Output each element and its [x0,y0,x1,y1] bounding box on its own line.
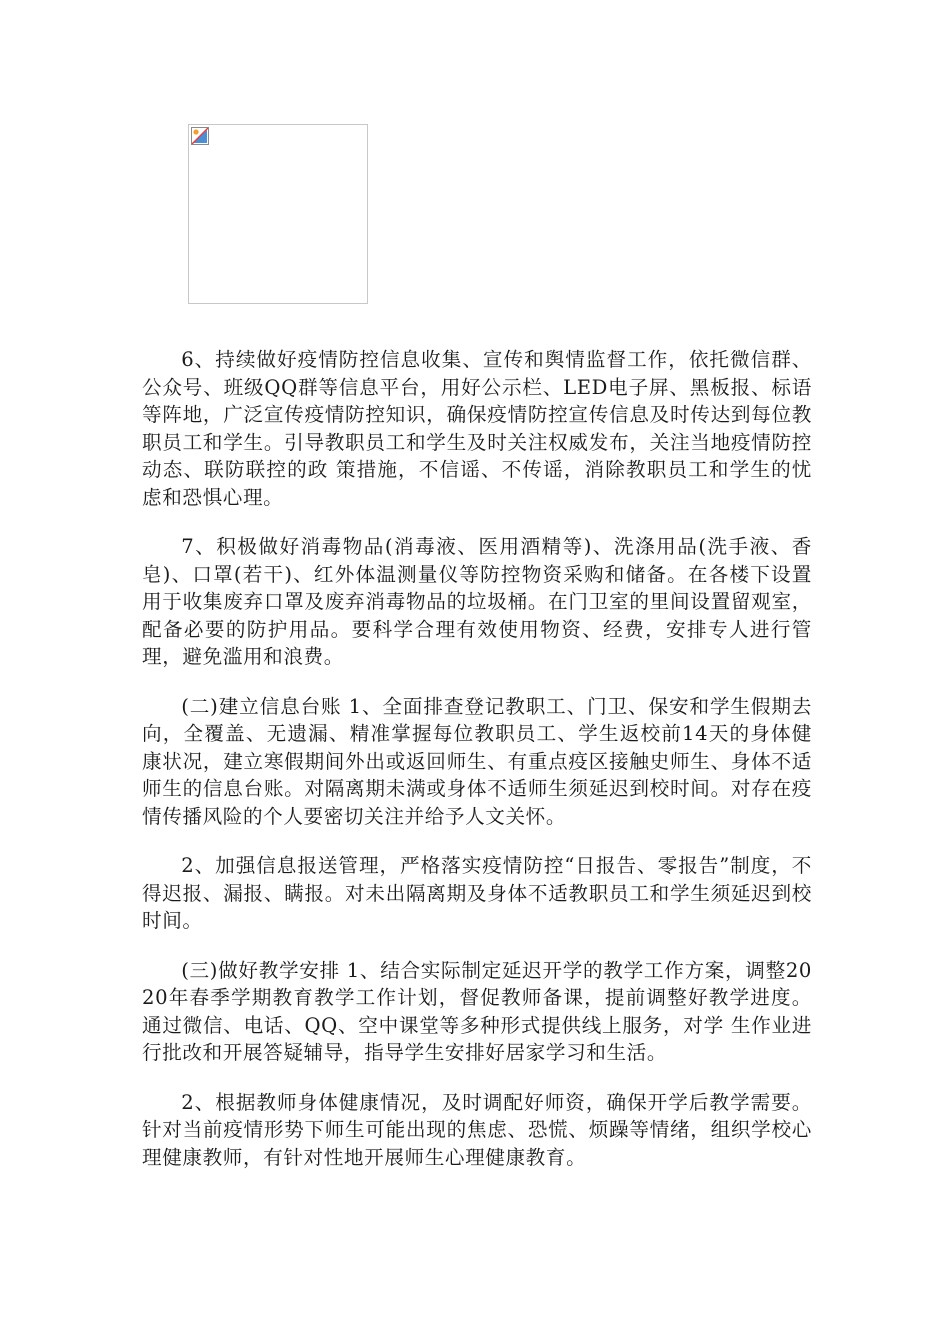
paragraph-section-2-item-2: 2、加强信息报送管理，严格落实疫情防控“日报告、零报告”制度，不得迟报、漏报、瞒报。对未出隔离期及身体不适教职员工和学生须延迟到校时间。 [142,854,812,932]
paragraph-7: 7、积极做好消毒物品(消毒液、医用酒精等)、洗涤用品(洗手液、香皂)、口罩(若干)、红外体温测量仪等防控物资采购和储备。在各楼下设置用于收集废弃口罩及废弃消毒物品的垃圾桶。在门卫室的里间设置留观室，配备必要的防护用品。要科学合理有效使用物资、经费，安排专人进行管理，避免滥用和浪费。 [142,535,812,668]
paragraph-section-2-item-1: (二)建立信息台账 1、全面排查登记教职工、门卫、保安和学生假期去向，全覆盖、无遗漏、精准掌握每位教职员工、学生返校前14天的身体健康状况，建立寒假期间外出或返回师生、有重点疫区接触史师生、身体不适师生的信息台账。对隔离期未满或身体不适师生须延迟到校时间。对存在疫情传播风险的个人要密切关注并给予人文关怀。 [142,694,812,828]
paragraph-6: 6、持续做好疫情防控信息收集、宣传和舆情监督工作，依托微信群、公众号、班级QQ群等信息平台，用好公示栏、LED电子屏、黑板报、标语等阵地，广泛宣传疫情防控知识，确保疫情防控宣传信息及时传达到每位教职员工和学生。引导教职员工和学生及时关注权威发布，关注当地疫情防控动态、联防联控的政 策措施，不信谣、不传谣，消除教职员工和学生的忧虑和恐惧心理。 [142,348,812,509]
document-body [142,346,812,1193]
broken-image-icon [191,127,209,145]
image-placeholder [188,124,368,304]
paragraph-section-3-item-2: 2、根据教师身体健康情况，及时调配好师资，确保开学后教学需要。针对当前疫情形势下师生可能出现的焦虑、恐慌、烦躁等情绪，组织学校心理健康教师，有针对性地开展师生心理健康教育。 [142,1090,812,1169]
paragraph-section-3-item-1: (三)做好教学安排 1、结合实际制定延迟开学的教学工作方案，调整2020年春季学期教育教学工作计划，督促教师备课，提前调整好教学进度。通过微信、电话、QQ、空中课堂等多种形式提供线上服务，对学 生作业进行批改和开展答疑辅导，指导学生安排好居家学习和生活。 [142,958,812,1064]
